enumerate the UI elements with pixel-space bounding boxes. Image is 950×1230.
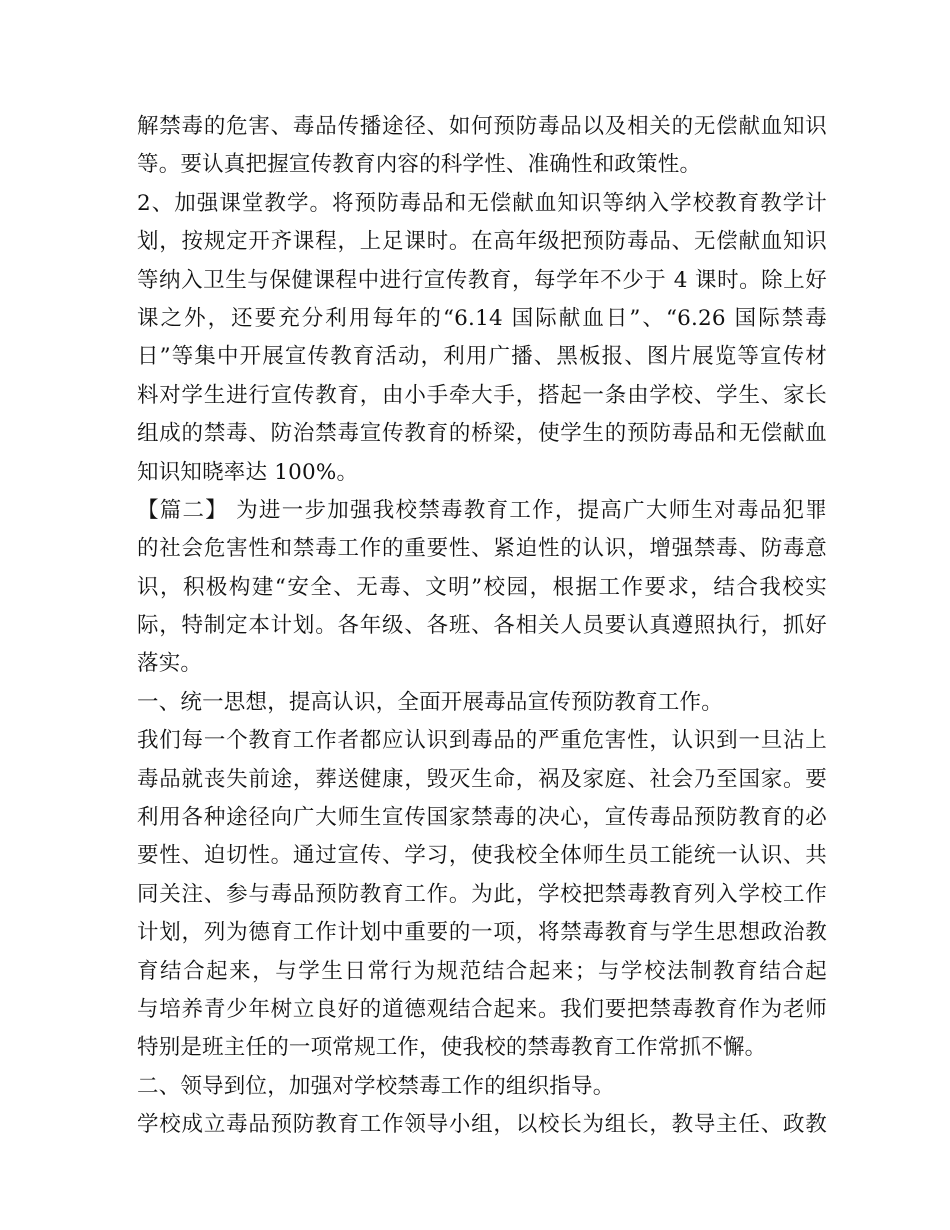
text-line: 与培养青少年树立良好的道德观结合起来。我们要把禁毒教育作为老师 bbox=[137, 996, 827, 1022]
text-line: 利用各种途径向广大师生宣传国家禁毒的决心，宣传毒品预防教育的必 bbox=[137, 805, 827, 831]
text-line: 组成的禁毒、防治禁毒宣传教育的桥梁，使学生的预防毒品和无偿献血 bbox=[137, 421, 827, 447]
subheading-line: 二、领导到位，加强对学校禁毒工作的组织指导。 bbox=[137, 1073, 615, 1099]
text-line: 学校成立毒品预防教育工作领导小组，以校长为组长，教导主任、政教 bbox=[137, 1112, 827, 1138]
text-line: 日”等集中开展宣传教育活动，利用广播、黑板报、图片展览等宣传材 bbox=[137, 344, 827, 370]
text-line: 特别是班主任的一项常规工作，使我校的禁毒教育工作常抓不懈。 bbox=[137, 1035, 767, 1061]
text-line: 际，特制定本计划。各年级、各班、各相关人员要认真遵照执行，抓好 bbox=[137, 613, 827, 639]
text-line: 毒品就丧失前途，葬送健康，毁灭生命，祸及家庭、社会乃至国家。要 bbox=[137, 766, 827, 792]
subheading-line: 一、统一思想，提高认识，全面开展毒品宣传预防教育工作。 bbox=[137, 689, 723, 715]
text-line: 的社会危害性和禁毒工作的重要性、紧迫性的认识，增强禁毒、防毒意 bbox=[137, 536, 827, 562]
text-line: 育结合起来，与学生日常行为规范结合起来；与学校法制教育结合起 bbox=[137, 958, 827, 984]
text-line: 我们每一个教育工作者都应认识到毒品的严重危害性，认识到一旦沾上 bbox=[137, 728, 827, 754]
text-line: 课之外，还要充分利用每年的“6.14 国际献血日”、“6.26 国际禁毒 bbox=[137, 305, 827, 331]
text-line: 料对学生进行宣传教育，由小手牵大手，搭起一条由学校、学生、家长 bbox=[137, 382, 827, 408]
text-line: 落实。 bbox=[137, 651, 203, 677]
text-line: 解禁毒的危害、毒品传播途径、如何预防毒品以及相关的无偿献血知识 bbox=[137, 114, 827, 139]
document-body bbox=[137, 108, 827, 1145]
text-line: 知识知晓率达 100%。 bbox=[137, 459, 359, 485]
text-line: 同关注、参与毒品预防教育工作。为此，学校把禁毒教育列入学校工作 bbox=[137, 881, 827, 907]
text-line: 等。要认真把握宣传教育内容的科学性、准确性和政策性。 bbox=[137, 152, 702, 178]
text-line: 划，按规定开齐课程，上足课时。在高年级把预防毒品、无偿献血知识 bbox=[137, 229, 827, 255]
section-heading-line: 【篇二】 为进一步加强我校禁毒教育工作，提高广大师生对毒品犯罪 bbox=[137, 497, 827, 523]
text-line: 计划，列为德育工作计划中重要的一项，将禁毒教育与学生思想政治教 bbox=[137, 920, 827, 946]
text-line: 要性、迫切性。通过宣传、学习，使我校全体师生员工能统一认识、共 bbox=[137, 843, 827, 869]
text-line: 等纳入卫生与保健课程中进行宣传教育，每学年不少于 4 课时。除上好 bbox=[137, 267, 827, 293]
text-line: 识，积极构建“安全、无毒、文明”校园，根据工作要求，结合我校实 bbox=[137, 574, 827, 600]
text-line: 2、加强课堂教学。将预防毒品和无偿献血知识等纳入学校教育教学计 bbox=[137, 190, 827, 216]
